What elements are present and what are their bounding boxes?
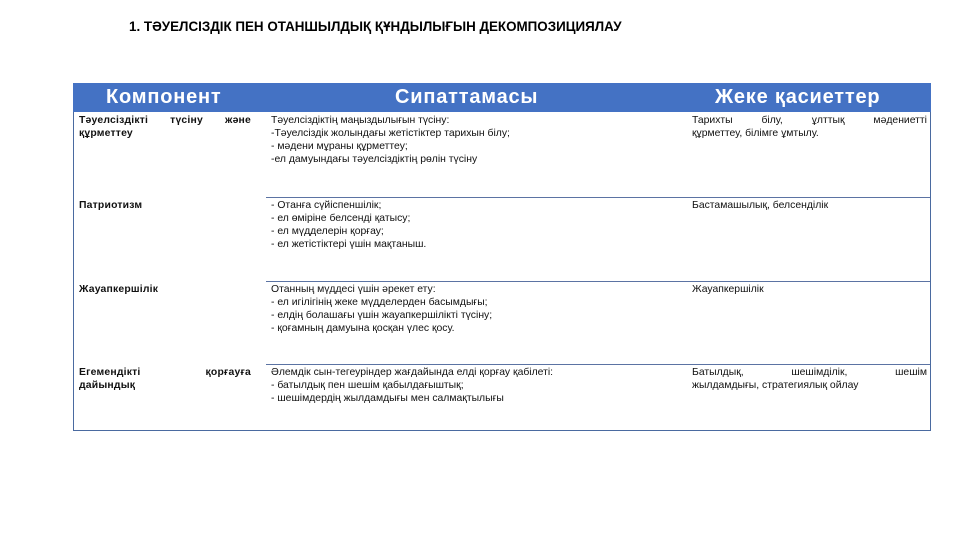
description-line: - шешімдердің жылдамдығы мен салмақтылығы [271, 393, 504, 404]
table-row [74, 364, 930, 430]
column-header-description: Сипаттамасы [395, 86, 539, 108]
description-line: - елдің болашағы үшін жауапкершілікті түсіну; [271, 310, 493, 321]
description-line: - ел өміріне белсенді қатысу; [271, 213, 411, 224]
description-line: - Отанға сүйіспеншілік; [271, 200, 382, 211]
cell-traits [692, 114, 927, 140]
cell-description [271, 114, 681, 166]
table-row [74, 112, 930, 197]
description-line: -ел дамуындағы тәуелсіздіктің рөлін түсіну [271, 154, 478, 165]
cell-description [271, 199, 681, 251]
cell-description [271, 366, 681, 405]
cell-traits [692, 366, 927, 392]
row-divider [266, 197, 930, 198]
cell-component [79, 199, 251, 212]
table-body [73, 112, 931, 431]
description-line: - ел игілігінің жеке мүдделерден басымдығы; [271, 297, 488, 308]
row-divider [266, 281, 930, 282]
description-line: - мәдени мұраны құрметтеу; [271, 141, 408, 152]
cell-component [79, 283, 251, 296]
column-header-component: Компонент [106, 86, 222, 108]
component-line: Жауапкершілік [79, 284, 159, 295]
table-row [74, 281, 930, 364]
cell-component [79, 366, 251, 392]
decomposition-table [73, 83, 931, 431]
description-line: - қоғамның дамуына қосқан үлес қосу. [271, 323, 455, 334]
description-line: Отанның мүддесі үшін әрекет ету: [271, 284, 436, 295]
component-line: дайындық [79, 380, 136, 391]
cell-component [79, 114, 251, 140]
traits-line: Бастамашылық, белсенділік [692, 200, 829, 211]
description-line: Тәуелсіздіктің маңыздылығын түсіну: [271, 115, 450, 126]
table-row [74, 197, 930, 281]
description-line: - ел жетістіктері үшін мақтаныш. [271, 239, 427, 250]
description-line: Әлемдік сын-тегеуріндер жағдайында елді қорғау қабілеті: [271, 367, 554, 378]
row-divider [266, 364, 930, 365]
component-line: Егемендікті қорғауға [79, 367, 251, 378]
component-line: Тәуелсіздікті түсіну және [79, 115, 251, 126]
component-line: Патриотизм [79, 200, 143, 211]
table-header [73, 83, 931, 112]
column-header-traits: Жеке қасиеттер [715, 86, 881, 108]
page-title: 1. ТӘУЕЛСІЗДІК ПЕН ОТАНШЫЛДЫҚ ҚҰНДЫЛЫҒЫН ДЕКОМПОЗИЦИЯЛАУ [129, 19, 622, 34]
cell-traits [692, 199, 927, 212]
description-line: - ел мүдделерін қорғау; [271, 226, 384, 237]
traits-line: Тарихты білу, ұлттық мәдениетті [692, 115, 927, 126]
traits-line: Батылдық, шешімділік, шешім [692, 367, 927, 378]
component-line: құрметтеу [79, 128, 133, 139]
traits-line: Жауапкершілік [692, 284, 764, 295]
cell-traits [692, 283, 927, 296]
description-line: - батылдық пен шешім қабылдағыштық; [271, 380, 464, 391]
traits-line: құрметтеу, білімге ұмтылу. [692, 128, 819, 139]
traits-line: жылдамдығы, стратегиялық ойлау [692, 380, 859, 391]
cell-description [271, 283, 681, 335]
description-line: -Тәуелсіздік жолындағы жетістіктер тарихын білу; [271, 128, 510, 139]
